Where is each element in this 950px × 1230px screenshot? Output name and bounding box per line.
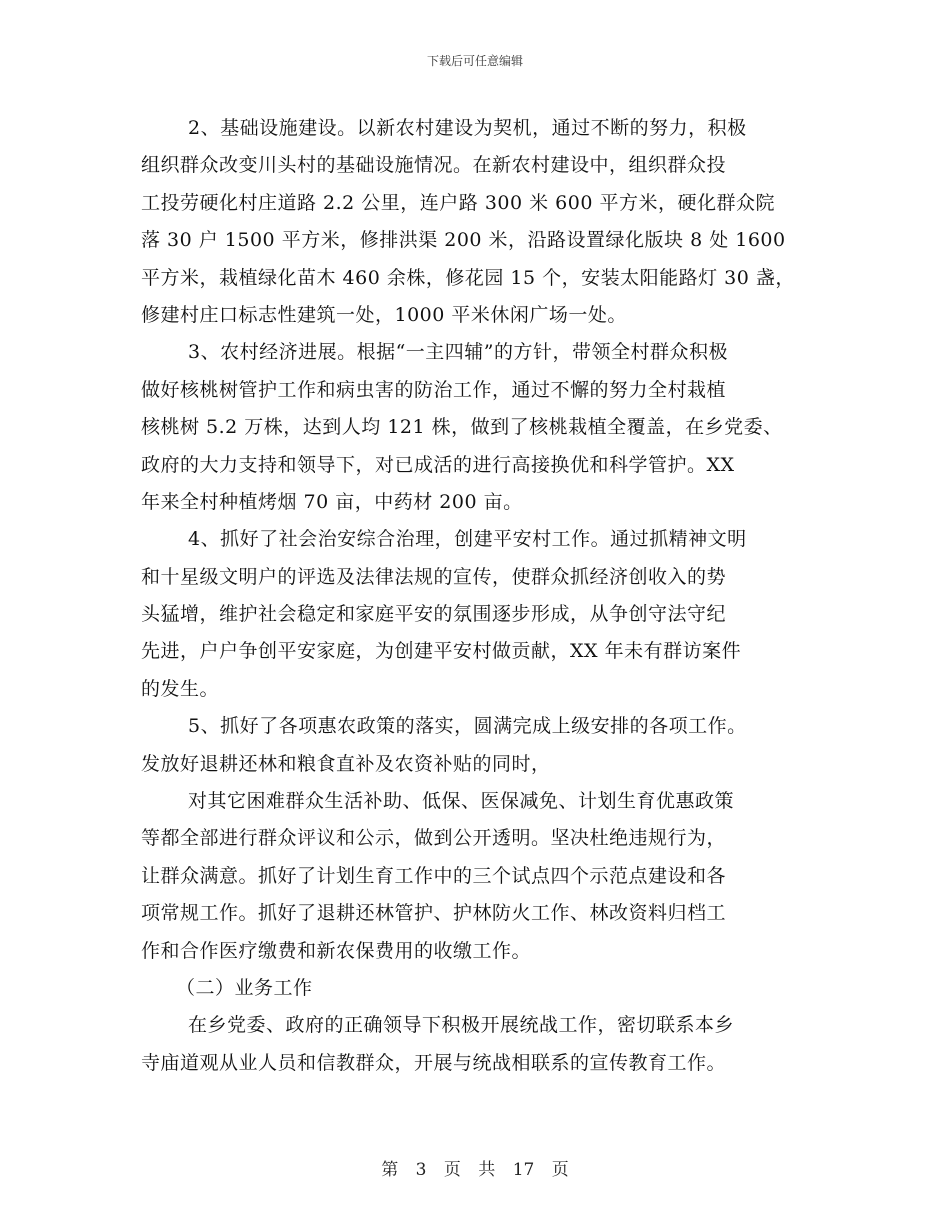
paragraph-line: 等都全部进行群众评议和公示，做到公开透明。坚决杜绝违规行为， [141,827,727,850]
paragraph-line: 政府的大力支持和领导下，对已成活的进行高接换优和科学管护。XX [141,453,735,476]
paragraph-line: 发放好退耕还林和粮食直补及农资补贴的同时， [141,752,551,775]
document-body [141,110,831,1082]
paragraph-line: 核桃树 5.2 万株，达到人均 121 株，做到了核桃栽植全覆盖，在乡党委、 [141,416,783,439]
footer-di: 第 [381,1160,399,1180]
paragraph-line: 工投劳硬化村庄道路 2.2 公里，连户路 300 米 600 平方米，硬化群众院 [141,191,775,214]
footer-gong: 共 [478,1160,496,1180]
paragraph-line: 寺庙道观从业人员和信教群众，开展与统战相联系的宣传教育工作。 [141,1051,727,1074]
paragraph-line: 平方米，栽植绿化苗木 460 余株，修花园 15 个，安装太阳能路灯 30 盏， [141,266,795,289]
paragraph-line: 做好核桃树管护工作和病虫害的防治工作，通过不懈的努力全村栽植 [141,378,727,401]
footer-ye: 页 [443,1160,461,1180]
paragraph-line: 头猛增，维护社会稳定和家庭平安的氛围逐步形成，从争创守法守纪 [141,603,727,626]
paragraph-line: 先进，户户争创平安家庭，为创建平安村做贡献，XX 年未有群访案件 [141,640,742,663]
paragraph-line: 项常规工作。抓好了退耕还林管护、护林防火工作、林改资料归档工 [141,902,727,925]
paragraph-line: 让群众满意。抓好了计划生育工作中的三个试点四个示范点建设和各 [141,864,727,887]
section-heading: （二）业务工作 [176,976,313,999]
page-number: 3 [415,1160,427,1180]
paragraph-line: 年来全村种植烤烟 70 亩，中药材 200 亩。 [141,490,523,513]
page-footer [0,1155,950,1180]
page-header: 下载后可任意编辑 [426,54,523,68]
paragraph-line: 4、抓好了社会治安综合治理，创建平安村工作。通过抓精神文明 [188,528,747,551]
total-pages: 17 [512,1160,535,1180]
paragraph-line: 作和合作医疗缴费和新农保费用的收缴工作。 [141,939,532,962]
paragraph-line: 在乡党委、政府的正确领导下积极开展统战工作，密切联系本乡 [188,1014,735,1037]
paragraph-line: 3、农村经济进展。根据“一主四辅”的方针，带领全村群众积极 [188,341,729,364]
paragraph-line: 对其它困难群众生活补助、低保、医保减免、计划生育优惠政策 [188,790,735,813]
footer-ye: 页 [551,1160,569,1180]
paragraph-line: 5、抓好了各项惠农政策的落实，圆满完成上级安排的各项工作。 [188,715,747,738]
paragraph-line: 组织群众改变川头村的基础设施情况。在新农村建设中，组织群众投 [141,154,727,177]
paragraph-line: 的发生。 [141,677,220,700]
paragraph-line: 修建村庄口标志性建筑一处，1000 平米休闲广场一处。 [141,303,627,326]
paragraph-line: 2、基础设施建设。以新农村建设为契机，通过不断的努力，积极 [188,117,747,139]
paragraph-line: 落 30 户 1500 平方米，修排洪渠 200 米，沿路设置绿化版块 8 处 1600 [141,229,786,252]
paragraph-line: 和十星级文明户的评选及法律法规的宣传，使群众抓经济创收入的势 [141,565,727,588]
